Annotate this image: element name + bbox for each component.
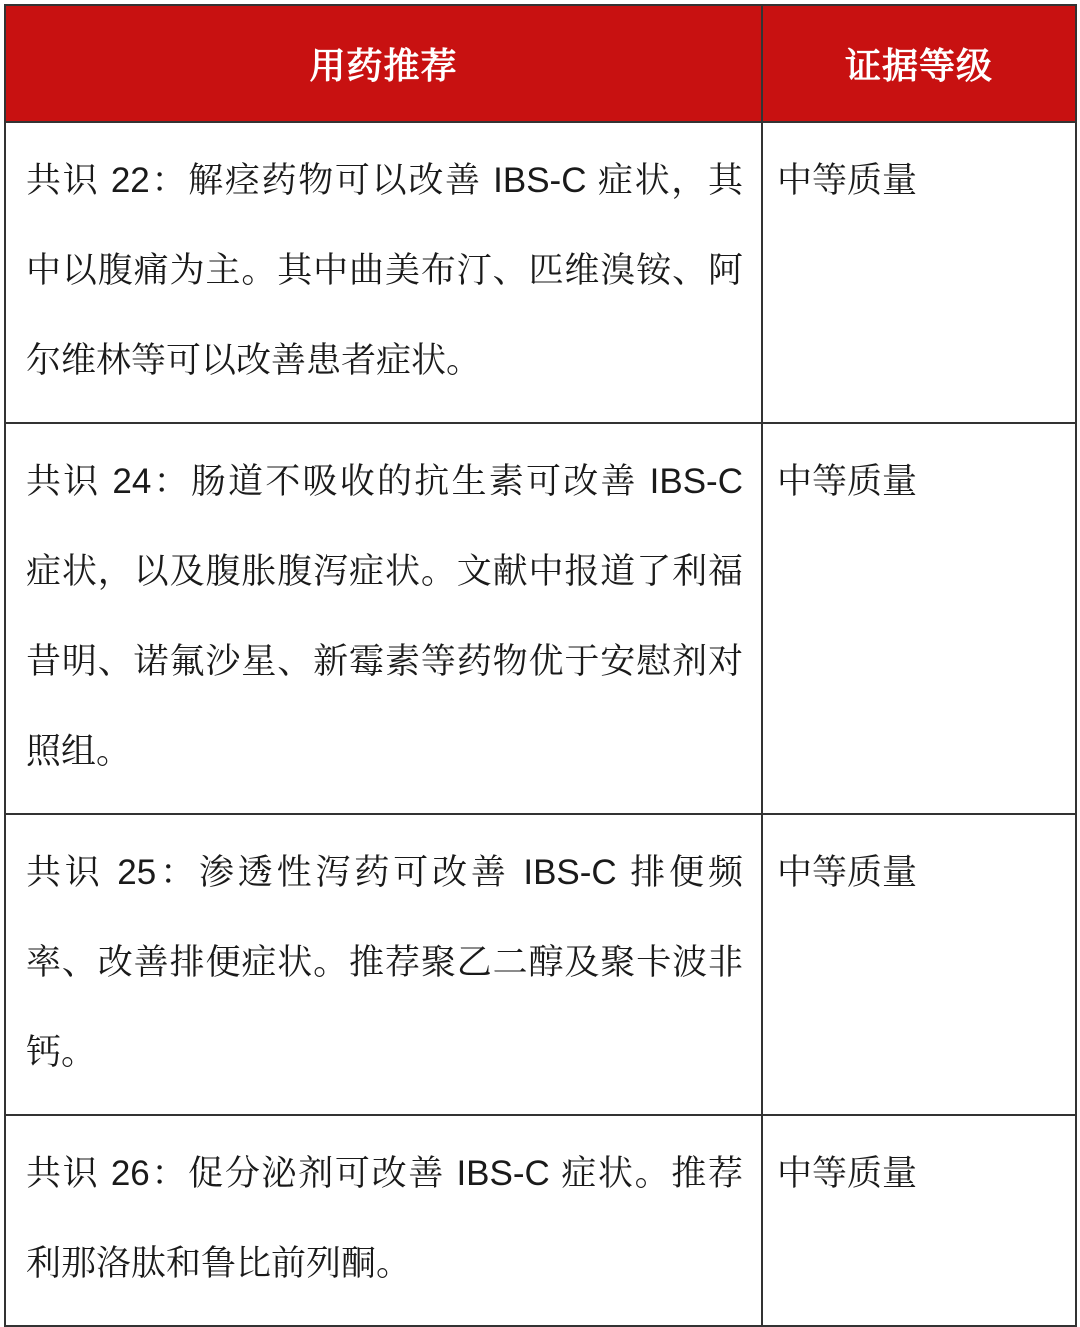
table-row-consensus-25 <box>5 814 1076 1115</box>
evidence-cell: 中等质量 <box>762 423 1076 814</box>
recommendation-cell: 共识 22：解痉药物可以改善 IBS-C 症状，其中以腹痛为主。其中曲美布汀、匹维溴铵、阿尔维林等可以改善患者症状。 <box>5 122 762 423</box>
table-header-row <box>5 5 1076 122</box>
recommendation-cell: 共识 24：肠道不吸收的抗生素可改善 IBS-C 症状，以及腹胀腹泻症状。文献中报道了利福昔明、诺氟沙星、新霉素等药物优于安慰剂对照组。 <box>5 423 762 814</box>
table-row-consensus-22 <box>5 122 1076 423</box>
evidence-cell: 中等质量 <box>762 1115 1076 1326</box>
table-row-consensus-24 <box>5 423 1076 814</box>
recommendation-cell: 共识 26：促分泌剂可改善 IBS-C 症状。推荐利那洛肽和鲁比前列酮。 <box>5 1115 762 1326</box>
evidence-cell: 中等质量 <box>762 122 1076 423</box>
recommendation-table <box>4 4 1077 1327</box>
evidence-cell: 中等质量 <box>762 814 1076 1115</box>
header-evidence-level: 证据等级 <box>762 5 1076 122</box>
header-medication-recommendation: 用药推荐 <box>5 5 762 122</box>
recommendation-cell: 共识 25：渗透性泻药可改善 IBS-C 排便频率、改善排便症状。推荐聚乙二醇及聚卡波非钙。 <box>5 814 762 1115</box>
table-row-consensus-26 <box>5 1115 1076 1326</box>
